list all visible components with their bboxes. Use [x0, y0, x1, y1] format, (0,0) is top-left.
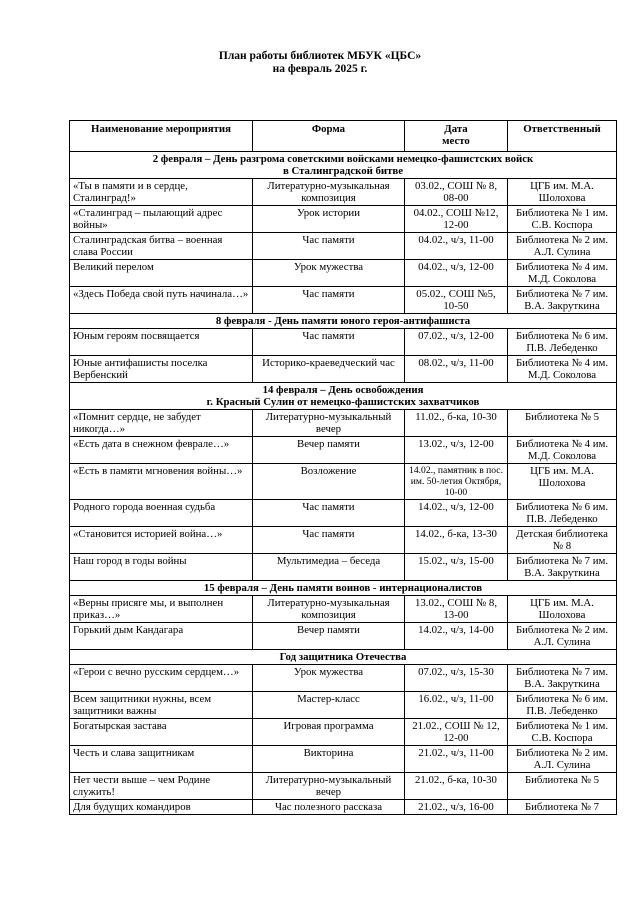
event-date-cell: 14.02., памятник в пос. им. 50-летия Октября, 10-00 [405, 464, 508, 500]
event-name-cell: Юным героям посвящается [70, 329, 253, 356]
event-date-cell: 04.02., ч/з, 12-00 [405, 260, 508, 287]
event-responsible-cell: ЦГБ им. М.А. Шолохова [508, 464, 617, 500]
table-row [70, 410, 617, 437]
header-row [70, 121, 617, 152]
table-row [70, 464, 617, 500]
table-row [70, 356, 617, 383]
event-date-cell: 13.02., ч/з, 12-00 [405, 437, 508, 464]
event-name-cell: «Есть в памяти мгновения войны…» [70, 464, 253, 500]
event-date-cell: 15.02., ч/з, 15-00 [405, 554, 508, 581]
section-heading [70, 383, 617, 410]
table-row [70, 233, 617, 260]
events-table-body [70, 152, 617, 815]
event-form-cell: Мастер-класс [253, 692, 405, 719]
table-row [70, 287, 617, 314]
header-name: Наименование мероприятия [70, 121, 253, 152]
event-form-cell: Викторина [253, 746, 405, 773]
section-heading-line1: 14 февраля – День освобождения [262, 384, 424, 396]
table-row [70, 623, 617, 650]
section-heading-line2: г. Красный Сулин от немецко-фашистских захватчиков [206, 396, 480, 408]
section-heading [70, 650, 617, 665]
event-form-cell: Вечер памяти [253, 623, 405, 650]
event-form-cell: Час памяти [253, 329, 405, 356]
event-name-cell: «Есть дата в снежном феврале…» [70, 437, 253, 464]
event-form-cell: Мультимедиа – беседа [253, 554, 405, 581]
section-heading-line2: в Сталинградской битве [282, 165, 404, 177]
event-responsible-cell: Библиотека № 4 им. М.Д. Соколова [508, 260, 617, 287]
event-name-cell: «Помнит сердце, не забудет никогда…» [70, 410, 253, 437]
section-row [70, 581, 617, 596]
event-date-cell: 21.02., СОШ № 12, 12-00 [405, 719, 508, 746]
event-date-cell: 08.02., ч/з, 11-00 [405, 356, 508, 383]
table-row [70, 665, 617, 692]
event-responsible-cell: Библиотека № 7 им. В.А. Закруткина [508, 665, 617, 692]
table-row [70, 773, 617, 800]
event-responsible-cell: Библиотека № 6 им. П.В. Лебеденко [508, 692, 617, 719]
event-name-cell: Сталинградская битва – военная слава России [70, 233, 253, 260]
table-row [70, 692, 617, 719]
table-row [70, 500, 617, 527]
event-form-cell: Урок истории [253, 206, 405, 233]
event-form-cell: Вечер памяти [253, 437, 405, 464]
section-row [70, 152, 617, 179]
event-name-cell: Наш город в годы войны [70, 554, 253, 581]
event-name-cell: Родного города военная судьба [70, 500, 253, 527]
title-line-2: на февраль 2025 г. [272, 63, 368, 75]
table-row [70, 260, 617, 287]
event-responsible-cell: Библиотека № 5 [508, 773, 617, 800]
event-name-cell: Честь и слава защитникам [70, 746, 253, 773]
header-responsible: Ответственный [508, 121, 617, 152]
event-date-cell: 07.02., ч/з, 15-30 [405, 665, 508, 692]
event-responsible-cell: Библиотека № 2 им. А.Л. Сулина [508, 623, 617, 650]
event-form-cell: Историко-краеведческий час [253, 356, 405, 383]
table-row [70, 596, 617, 623]
event-form-cell: Возложение [253, 464, 405, 500]
section-row [70, 383, 617, 410]
event-name-cell: «Становится историей война…» [70, 527, 253, 554]
event-form-cell: Час памяти [253, 500, 405, 527]
event-name-cell: Горький дым Кандагара [70, 623, 253, 650]
event-responsible-cell: Библиотека № 4 им. М.Д. Соколова [508, 356, 617, 383]
event-form-cell: Урок мужества [253, 665, 405, 692]
section-heading-line1: 15 февраля – День памяти воинов - интернационалистов [203, 582, 483, 594]
title-line-1: План работы библиотек МБУК «ЦБС» [218, 50, 422, 62]
event-name-cell: Нет чести выше – чем Родине служить! [70, 773, 253, 800]
event-form-cell: Литературно-музыкальный вечер [253, 410, 405, 437]
section-heading-line1: 8 февраля - День памяти юного героя-антифашиста [215, 315, 471, 327]
event-responsible-cell: Библиотека № 5 [508, 410, 617, 437]
event-form-cell: Литературно-музыкальная композиция [253, 179, 405, 206]
event-date-cell: 03.02., СОШ № 8, 08-00 [405, 179, 508, 206]
event-name-cell: «Ты в памяти и в сердце, Сталинград!» [70, 179, 253, 206]
event-date-cell: 16.02., ч/з, 11-00 [405, 692, 508, 719]
event-date-cell: 13.02., СОШ № 8, 13-00 [405, 596, 508, 623]
event-form-cell: Урок мужества [253, 260, 405, 287]
event-name-cell: «Герои с вечно русским сердцем…» [70, 665, 253, 692]
event-form-cell: Час памяти [253, 527, 405, 554]
event-date-cell: 04.02., ч/з, 11-00 [405, 233, 508, 260]
table-row [70, 329, 617, 356]
event-responsible-cell: Библиотека № 7 им. В.А. Закруткина [508, 287, 617, 314]
event-responsible-cell: Библиотека № 2 им. А.Л. Сулина [508, 746, 617, 773]
event-date-cell: 04.02., СОШ №12, 12-00 [405, 206, 508, 233]
section-heading [70, 314, 617, 329]
document-title [0, 50, 640, 76]
event-form-cell: Час памяти [253, 233, 405, 260]
event-date-cell: 05.02., СОШ №5, 10-50 [405, 287, 508, 314]
event-form-cell: Игровая программа [253, 719, 405, 746]
event-form-cell: Час памяти [253, 287, 405, 314]
events-table [69, 120, 617, 815]
event-date-cell: 14.02., ч/з, 14-00 [405, 623, 508, 650]
event-name-cell: «Верны присяге мы, и выполнен приказ…» [70, 596, 253, 623]
header-form: Форма [253, 121, 405, 152]
section-row [70, 650, 617, 665]
event-name-cell: Великий перелом [70, 260, 253, 287]
event-responsible-cell: Библиотека № 2 им. А.Л. Сулина [508, 233, 617, 260]
event-responsible-cell: ЦГБ им. М.А. Шолохова [508, 596, 617, 623]
table-row [70, 527, 617, 554]
event-date-cell: 21.02., ч/з, 11-00 [405, 746, 508, 773]
header-date-line1: Дата [444, 123, 468, 135]
event-responsible-cell: Библиотека № 1 им. С.В. Коспора [508, 206, 617, 233]
event-date-cell: 14.02., ч/з, 12-00 [405, 500, 508, 527]
table-row [70, 179, 617, 206]
event-name-cell: Всем защитники нужны, всем защитники важны [70, 692, 253, 719]
event-responsible-cell: Библиотека № 6 им. П.В. Лебеденко [508, 329, 617, 356]
event-form-cell: Час полезного рассказа [253, 800, 405, 815]
event-name-cell: Юные антифашисты поселка Вербенский [70, 356, 253, 383]
event-responsible-cell: Детская библиотека № 8 [508, 527, 617, 554]
event-name-cell: Богатырская застава [70, 719, 253, 746]
table-row [70, 746, 617, 773]
header-date [405, 121, 508, 152]
section-heading [70, 152, 617, 179]
section-heading-line1: Год защитника Отечества [279, 651, 407, 663]
event-date-cell: 21.02., б-ка, 10-30 [405, 773, 508, 800]
table-row [70, 437, 617, 464]
event-responsible-cell: Библиотека № 1 им. С.В. Коспора [508, 719, 617, 746]
event-responsible-cell: Библиотека № 6 им. П.В. Лебеденко [508, 500, 617, 527]
event-date-cell: 14.02., б-ка, 13-30 [405, 527, 508, 554]
event-name-cell: Для будущих командиров [70, 800, 253, 815]
section-row [70, 314, 617, 329]
event-date-cell: 21.02., ч/з, 16-00 [405, 800, 508, 815]
event-form-cell: Литературно-музыкальная композиция [253, 596, 405, 623]
section-heading [70, 581, 617, 596]
event-responsible-cell: Библиотека № 7 [508, 800, 617, 815]
table-row [70, 554, 617, 581]
table-row [70, 719, 617, 746]
event-responsible-cell: ЦГБ им. М.А. Шолохова [508, 179, 617, 206]
event-name-cell: «Здесь Победа свой путь начинала…» [70, 287, 253, 314]
table-row [70, 800, 617, 815]
event-date-cell: 11.02., б-ка, 10-30 [405, 410, 508, 437]
event-form-cell: Литературно-музыкальный вечер [253, 773, 405, 800]
event-name-cell: «Сталинград – пылающий адрес войны» [70, 206, 253, 233]
header-date-line2: место [442, 135, 470, 147]
event-date-cell: 07.02., ч/з, 12-00 [405, 329, 508, 356]
event-responsible-cell: Библиотека № 4 им. М.Д. Соколова [508, 437, 617, 464]
section-heading-line1: 2 февраля – День разгрома советскими войсками немецко-фашистских войск [152, 153, 534, 165]
table-row [70, 206, 617, 233]
event-responsible-cell: Библиотека № 7 им. В.А. Закруткина [508, 554, 617, 581]
